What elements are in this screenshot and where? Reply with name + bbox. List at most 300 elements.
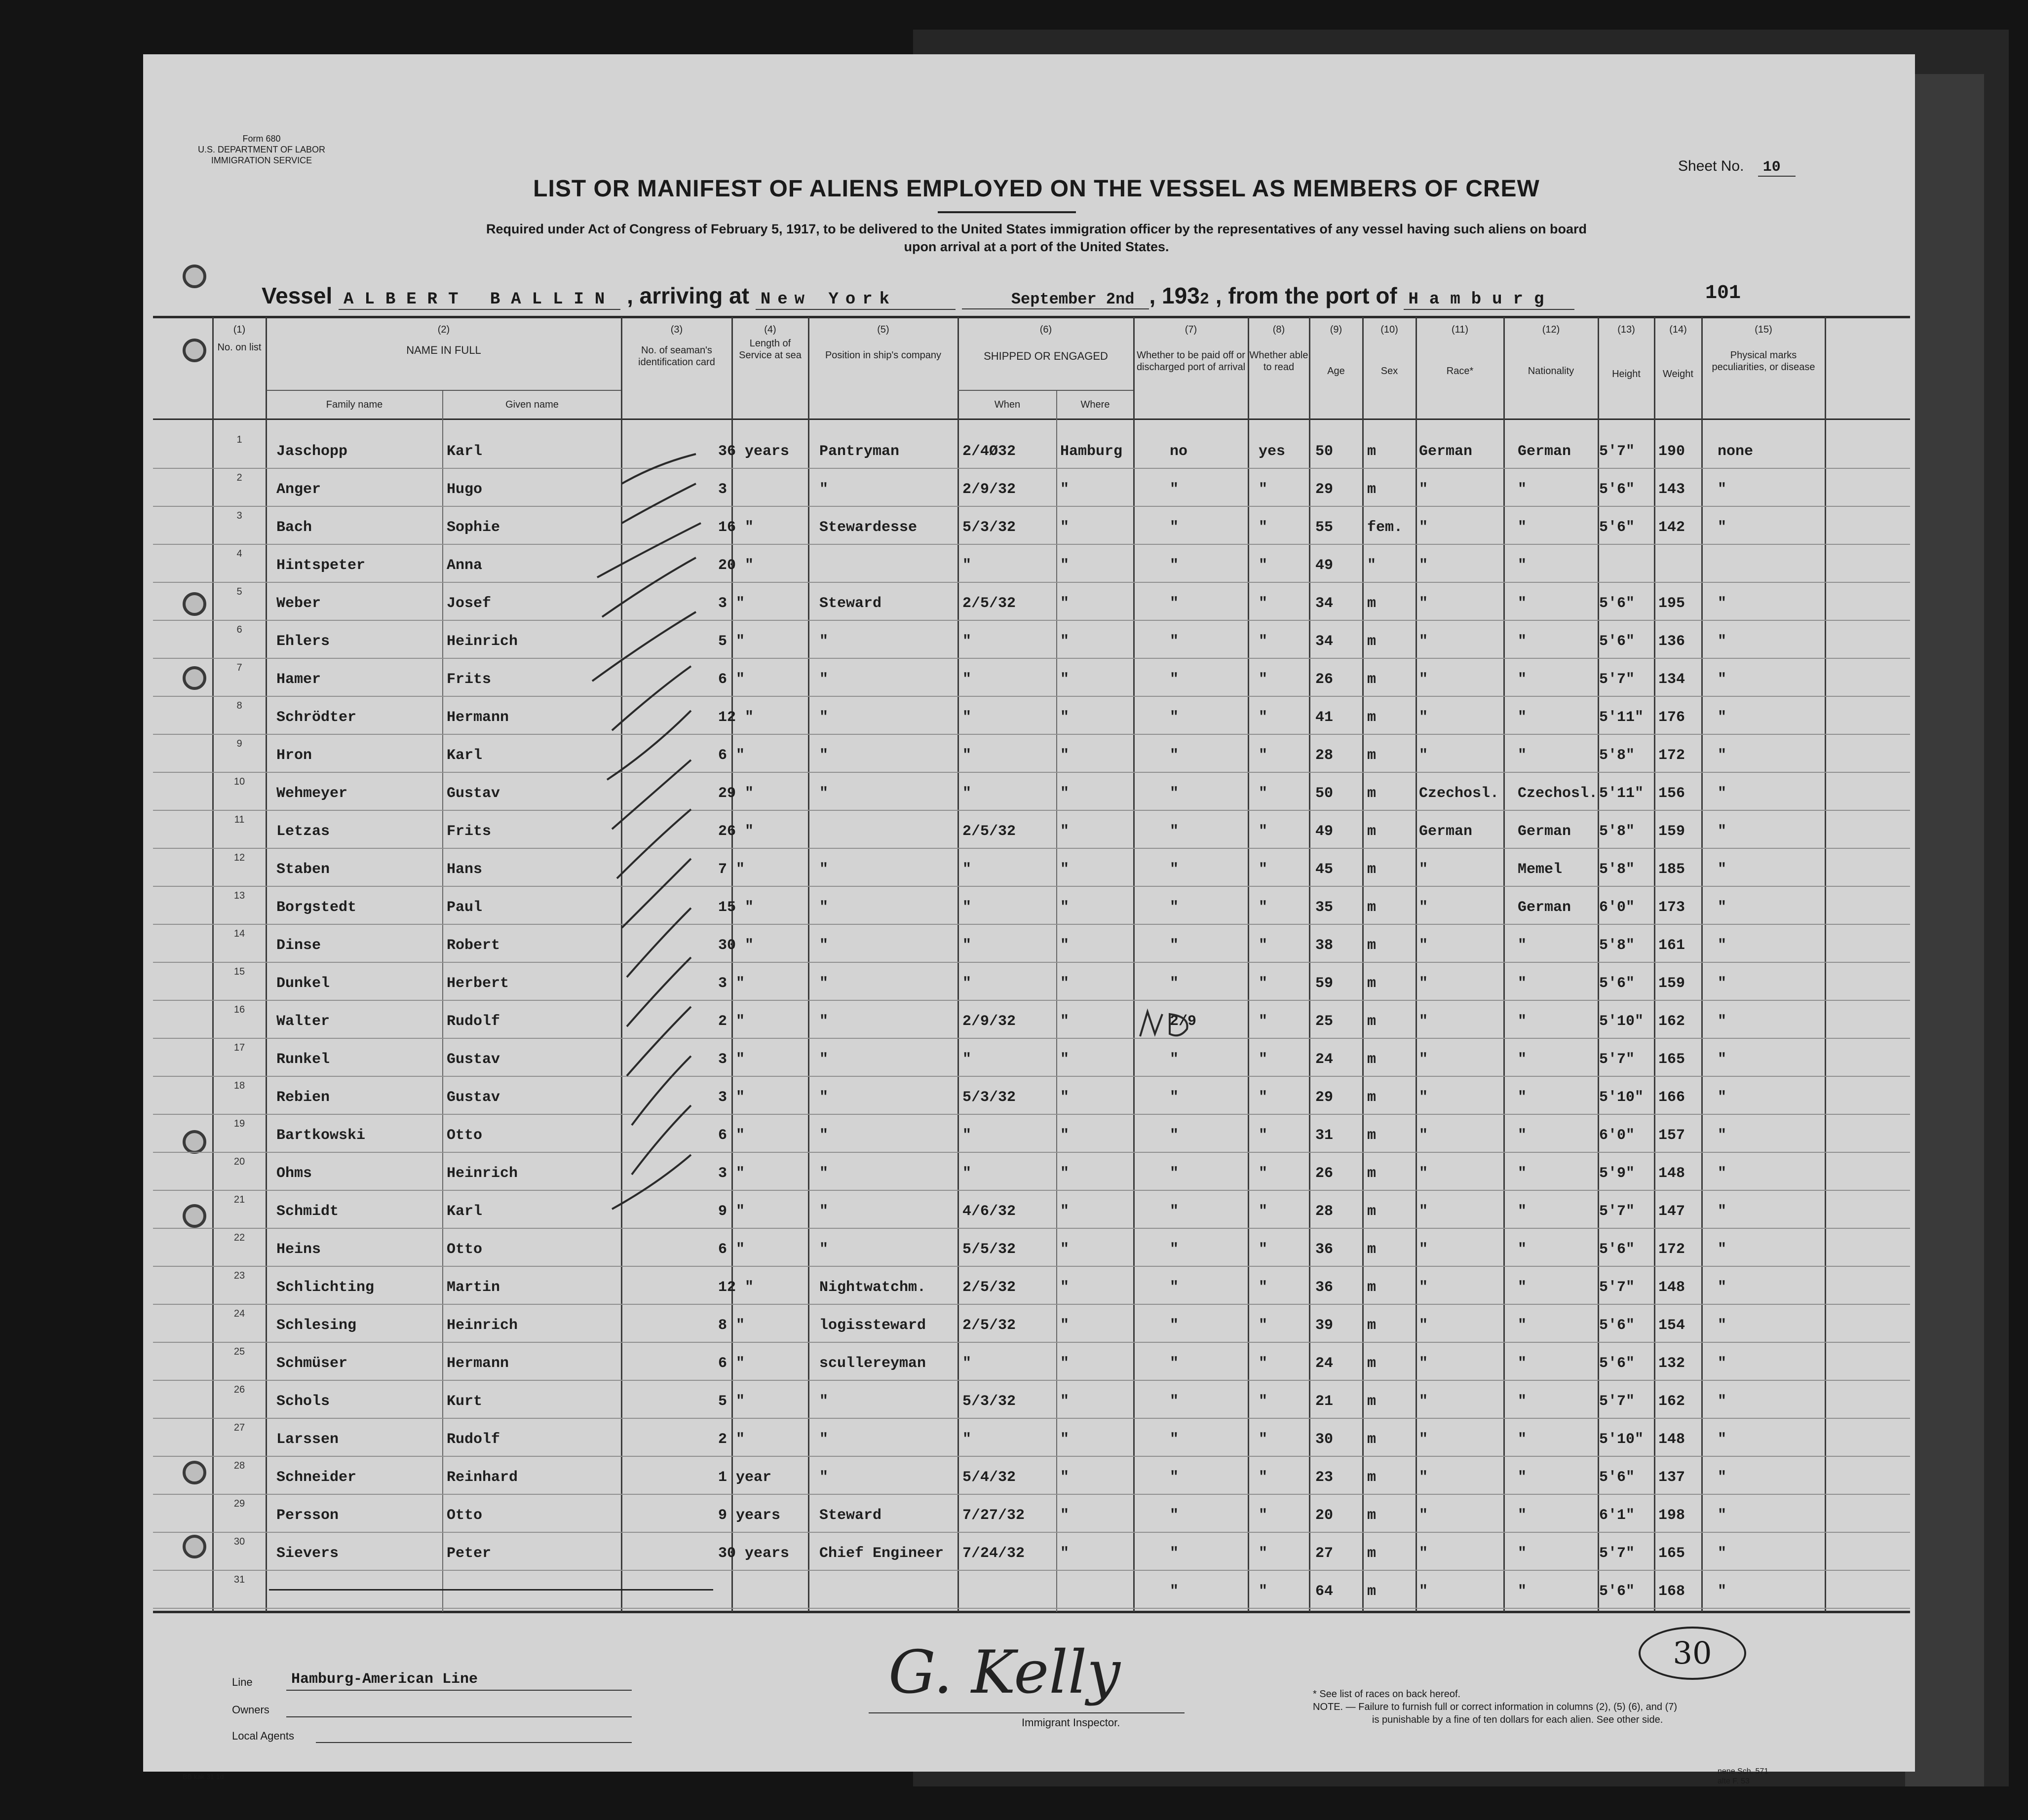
sheet-number-block [1678, 158, 1796, 176]
cell-race: " [1419, 519, 1428, 536]
cell-nationality: " [1518, 1165, 1527, 1182]
table-top-rule [153, 316, 1910, 318]
cell-weight: 161 [1658, 937, 1685, 954]
cell-marks: " [1718, 1355, 1727, 1372]
cell-age: 59 [1315, 975, 1334, 992]
cell-when: 7/27/32 [962, 1507, 1025, 1524]
cell-height: 5'6" [1599, 595, 1635, 612]
cell-nationality: " [1518, 633, 1527, 650]
cell-weight: 148 [1658, 1165, 1685, 1182]
cell-read: " [1259, 1013, 1268, 1030]
cell-nationality: " [1518, 975, 1527, 992]
subheader-rule [267, 390, 621, 391]
cell-when: 2/4Ø32 [962, 443, 1016, 460]
row-number: 3 [236, 510, 242, 521]
cell-race: Czechosl. [1419, 785, 1499, 802]
cell-sex: m [1367, 595, 1377, 612]
cell-sex: m [1367, 975, 1377, 992]
cell-when: 5/3/32 [962, 1089, 1016, 1106]
cell-given: Reinhard [447, 1469, 518, 1486]
cell-position: " [819, 937, 829, 954]
cell-nationality: German [1518, 443, 1571, 460]
cell-sex: m [1367, 747, 1377, 764]
cell-nationality: " [1518, 671, 1527, 688]
cell-age: 26 [1315, 671, 1334, 688]
cell-given: Gustav [447, 1051, 500, 1068]
line-rule [286, 1690, 632, 1691]
check-mark [622, 484, 696, 523]
cell-when: " [962, 1355, 972, 1372]
row-number: 25 [233, 1346, 245, 1357]
cell-sex: m [1367, 1431, 1377, 1448]
footer-notes [1313, 1688, 1677, 1726]
cell-race: " [1419, 1545, 1428, 1562]
cell-marks: " [1718, 1507, 1727, 1524]
cell-position: " [819, 1127, 829, 1144]
col-5-header: (5) Position in ship's company [825, 324, 942, 361]
cell-marks: " [1718, 899, 1727, 916]
row-rule [153, 1000, 1910, 1001]
cell-marks: " [1718, 633, 1727, 650]
cell-weight: 148 [1658, 1279, 1685, 1296]
check-mark [607, 711, 691, 780]
cell-age: 25 [1315, 1013, 1334, 1030]
cell-age: 35 [1315, 899, 1334, 916]
cell-height: 6'1" [1599, 1507, 1635, 1524]
cell-paid-off: " [1170, 823, 1179, 840]
cell-race: " [1419, 937, 1428, 954]
cell-where: " [1060, 861, 1070, 878]
cell-where: " [1060, 1051, 1070, 1068]
cell-sex: m [1367, 823, 1377, 840]
cell-read: " [1259, 1203, 1268, 1220]
cell-paid-off: " [1170, 1507, 1179, 1524]
column-divider [442, 390, 443, 1612]
arriving-label: , arriving at [627, 283, 750, 308]
col-9-header: (9) Age [1327, 324, 1345, 377]
cell-service: 2 " [718, 1431, 745, 1448]
cell-service: 9 years [718, 1507, 781, 1524]
cell-nationality: Czechosl. [1518, 785, 1598, 802]
row-number: 18 [233, 1080, 245, 1091]
background-sheet [1905, 74, 1984, 1786]
cell-position: " [819, 1013, 829, 1030]
cell-where: " [1060, 557, 1070, 574]
cell-race: " [1419, 1089, 1428, 1106]
col-11-header: (11) Race* [1446, 324, 1474, 377]
cell-service: 6 " [718, 1355, 745, 1372]
cell-paid-off: " [1170, 1165, 1179, 1182]
cell-weight: 172 [1658, 1241, 1685, 1258]
cell-sex: m [1367, 1355, 1377, 1372]
cell-weight: 142 [1658, 519, 1685, 536]
cell-family: Hron [276, 747, 312, 764]
cell-given: Rudolf [447, 1431, 500, 1448]
cell-race: " [1419, 1279, 1428, 1296]
row-number: 30 [233, 1536, 245, 1547]
cell-paid-off: " [1170, 1241, 1179, 1258]
ref-new: nene Sch. 571 [1718, 1767, 1769, 1776]
cell-position: " [819, 1431, 829, 1448]
cell-weight: 165 [1658, 1051, 1685, 1068]
cell-position: " [819, 785, 829, 802]
row-number: 4 [236, 548, 242, 559]
col-4-header: (4) Length of Service at sea [739, 324, 802, 361]
row-rule [153, 1228, 1910, 1229]
cell-race: " [1419, 595, 1428, 612]
cell-sex: m [1367, 1469, 1377, 1486]
binder-hole [183, 339, 206, 362]
vessel-line [262, 282, 1841, 309]
cell-marks: " [1718, 481, 1727, 498]
row-rule [153, 468, 1910, 469]
cell-where: " [1060, 1279, 1070, 1296]
cell-weight: 162 [1658, 1013, 1685, 1030]
cell-sex: m [1367, 1317, 1377, 1334]
cell-where: " [1060, 1013, 1070, 1030]
cell-weight: 143 [1658, 481, 1685, 498]
inspector-label: Immigrant Inspector. [1022, 1716, 1120, 1729]
cell-family: Sievers [276, 1545, 339, 1562]
form-subtitle [345, 220, 1727, 256]
cell-service: 12 " [718, 1279, 754, 1296]
row-number: 16 [233, 1004, 245, 1015]
cell-where: " [1060, 1355, 1070, 1372]
cell-position: Steward [819, 595, 882, 612]
cell-read: " [1259, 519, 1268, 536]
cell-nationality: German [1518, 899, 1571, 916]
row-number: 12 [233, 852, 245, 863]
cell-when: " [962, 633, 972, 650]
cell-age: 29 [1315, 1089, 1334, 1106]
cell-family: Bach [276, 519, 312, 536]
cell-read: " [1259, 1431, 1268, 1448]
cell-where: " [1060, 1469, 1070, 1486]
reference-notes [1718, 1767, 1768, 1786]
cell-given: Paul [447, 899, 483, 916]
cell-given: Frits [447, 823, 492, 840]
cell-nationality: " [1518, 747, 1527, 764]
departure-port: Hamburg [1404, 290, 1575, 310]
cell-height: 5'7" [1599, 443, 1635, 460]
row-rule [153, 1152, 1910, 1153]
cell-sex: m [1367, 1013, 1377, 1030]
cell-service: 3 [718, 481, 727, 498]
cell-service: 12 " [718, 709, 754, 726]
cell-where: " [1060, 823, 1070, 840]
cell-given: Kurt [447, 1393, 483, 1410]
cell-family: Schlesing [276, 1317, 357, 1334]
form-number: Form 680 [242, 134, 281, 144]
cell-sex: m [1367, 899, 1377, 916]
row-rule [153, 1190, 1910, 1191]
row-number: 23 [233, 1270, 245, 1281]
row-number: 27 [233, 1422, 245, 1433]
cell-read: " [1259, 975, 1268, 992]
row-number: 10 [233, 776, 245, 787]
cell-nationality: " [1518, 595, 1527, 612]
cell-paid-off: " [1170, 633, 1179, 650]
binder-hole [183, 666, 206, 690]
page-reference: 101 [1705, 282, 1741, 304]
cell-service: 6 " [718, 747, 745, 764]
cell-nationality: " [1518, 937, 1527, 954]
cell-when: " [962, 785, 972, 802]
cell-given: Karl [447, 747, 483, 764]
cell-read: " [1259, 899, 1268, 916]
subtitle-line-2: upon arrival at a port of the United States. [904, 239, 1169, 254]
cell-when: " [962, 671, 972, 688]
cell-race: " [1419, 1165, 1428, 1182]
sheet-label: Sheet No. [1678, 158, 1744, 174]
cell-given: Gustav [447, 1089, 500, 1106]
cell-race: " [1419, 1203, 1428, 1220]
department-name: U.S. DEPARTMENT OF LABOR [197, 145, 326, 154]
binder-hole [183, 265, 206, 288]
cell-where: " [1060, 785, 1070, 802]
binder-hole [183, 1204, 206, 1228]
cell-marks: none [1718, 443, 1754, 460]
cell-race: German [1419, 443, 1473, 460]
cell-service: 3 " [718, 1089, 745, 1106]
cell-age: 30 [1315, 1431, 1334, 1448]
cell-marks: " [1718, 1203, 1727, 1220]
cell-sex: m [1367, 633, 1377, 650]
cell-age: 34 [1315, 633, 1334, 650]
cell-read: " [1259, 1355, 1268, 1372]
cell-marks: " [1718, 1583, 1727, 1600]
cell-marks: " [1718, 1127, 1727, 1144]
cell-age: 39 [1315, 1317, 1334, 1334]
cell-sex: m [1367, 1393, 1377, 1410]
cell-read: " [1259, 481, 1268, 498]
table-bottom-rule [153, 1611, 1910, 1613]
cell-nationality: " [1518, 1013, 1527, 1030]
cell-where: " [1060, 1089, 1070, 1106]
cell-height: 5'10" [1599, 1431, 1644, 1448]
note-line-1: NOTE. — Failure to furnish full or correct information in columns (2), (5) (6), and (7) [1313, 1702, 1678, 1712]
cell-nationality: " [1518, 1127, 1527, 1144]
col-2-family-header: Family name [326, 399, 383, 410]
cell-race: " [1419, 671, 1428, 688]
cell-paid-off: " [1170, 1583, 1179, 1600]
cell-position: Pantryman [819, 443, 900, 460]
cell-marks: " [1718, 671, 1727, 688]
cell-where: Hamburg [1060, 443, 1123, 460]
cell-weight: 159 [1658, 823, 1685, 840]
cell-paid-off: no [1170, 443, 1188, 460]
cell-family: Jaschopp [276, 443, 348, 460]
cell-nationality: " [1518, 1089, 1527, 1106]
cell-height: 5'6" [1599, 1355, 1635, 1372]
cell-read: " [1259, 1279, 1268, 1296]
cell-age: 55 [1315, 519, 1334, 536]
cell-family: Schols [276, 1393, 330, 1410]
cell-age: 50 [1315, 443, 1334, 460]
circled-count-value: 30 [1673, 1635, 1712, 1671]
cell-service: 26 " [718, 823, 754, 840]
cell-paid-off: " [1170, 1089, 1179, 1106]
cell-service: 3 " [718, 1051, 745, 1068]
row-number: 28 [233, 1460, 245, 1471]
cell-service: 6 " [718, 1241, 745, 1258]
cell-read: " [1259, 937, 1268, 954]
cell-marks: " [1718, 595, 1727, 612]
cell-read: " [1259, 1507, 1268, 1524]
cell-family: Schneider [276, 1469, 357, 1486]
cell-family: Staben [276, 861, 330, 878]
cell-family: Rebien [276, 1089, 330, 1106]
row-rule [153, 1494, 1910, 1495]
row-rule [153, 848, 1910, 849]
cell-age: 49 [1315, 557, 1334, 574]
cell-height: 5'7" [1599, 1203, 1635, 1220]
cell-service: 6 " [718, 671, 745, 688]
cell-height: 5'7" [1599, 1279, 1635, 1296]
cell-race: " [1419, 747, 1428, 764]
cell-paid-off: " [1170, 975, 1179, 992]
cell-family: Hintspeter [276, 557, 366, 574]
cell-age: 50 [1315, 785, 1334, 802]
cell-sex: m [1367, 1165, 1377, 1182]
cell-service: 3 " [718, 1165, 745, 1182]
cell-nationality: " [1518, 1203, 1527, 1220]
cell-marks: " [1718, 1469, 1727, 1486]
cell-position: " [819, 1469, 829, 1486]
cell-nationality: " [1518, 1355, 1527, 1372]
cell-where: " [1060, 937, 1070, 954]
note-line-2: is punishable by a fine of ten dollars for each alien. See other side. [1372, 1714, 1663, 1725]
cell-marks: " [1718, 1279, 1727, 1296]
row-rule [153, 506, 1910, 507]
row-rule [153, 1304, 1910, 1305]
row-rule [153, 924, 1910, 925]
cell-weight: 159 [1658, 975, 1685, 992]
row-number: 9 [236, 738, 242, 749]
row-rule [153, 1570, 1910, 1571]
cell-paid-off: 2/9 [1170, 1013, 1197, 1030]
cell-height: 6'0" [1599, 1127, 1635, 1144]
cell-paid-off: " [1170, 1317, 1179, 1334]
cell-given: Karl [447, 443, 483, 460]
row-number: 6 [236, 624, 242, 635]
cell-weight: 185 [1658, 861, 1685, 878]
end-of-list-rule [269, 1589, 713, 1591]
cell-height: 5'11" [1599, 785, 1644, 802]
cell-height: 6'0" [1599, 899, 1635, 916]
service-name: IMMIGRATION SERVICE [211, 155, 312, 165]
row-number: 8 [236, 700, 242, 711]
cell-paid-off: " [1170, 899, 1179, 916]
cell-nationality: " [1518, 519, 1527, 536]
cell-where: " [1060, 633, 1070, 650]
cell-age: 28 [1315, 1203, 1334, 1220]
cell-where: " [1060, 1317, 1070, 1334]
cell-service: 3 " [718, 595, 745, 612]
cell-position: " [819, 899, 829, 916]
cell-sex: m [1367, 785, 1377, 802]
row-rule [153, 1418, 1910, 1419]
cell-sex: m [1367, 1507, 1377, 1524]
cell-when: 7/24/32 [962, 1545, 1025, 1562]
cell-where: " [1060, 709, 1070, 726]
cell-family: Schrödter [276, 709, 357, 726]
cell-service: 5 " [718, 633, 745, 650]
cell-race: " [1419, 861, 1428, 878]
cell-marks: " [1718, 1165, 1727, 1182]
cell-service: 2 " [718, 1013, 745, 1030]
cell-where: " [1060, 671, 1070, 688]
cell-race: " [1419, 1469, 1428, 1486]
row-rule [153, 1114, 1910, 1115]
ref-old: alte F. 53 [1718, 1777, 1750, 1785]
row-rule [153, 1342, 1910, 1343]
cell-marks: " [1718, 1431, 1727, 1448]
owners-label: Owners [232, 1704, 269, 1716]
cell-position: logissteward [819, 1317, 926, 1334]
cell-given: Karl [447, 1203, 483, 1220]
cell-family: Heins [276, 1241, 321, 1258]
cell-marks: " [1718, 1013, 1727, 1030]
cell-where: " [1060, 595, 1070, 612]
cell-where: " [1060, 747, 1070, 764]
cell-age: 49 [1315, 823, 1334, 840]
col-1-header: (1) No. on list [217, 324, 262, 353]
cell-service: 30 " [718, 937, 754, 954]
vessel-label: Vessel [262, 283, 333, 308]
cell-age: 45 [1315, 861, 1334, 878]
row-number: 24 [233, 1308, 245, 1319]
cell-family: Hamer [276, 671, 321, 688]
cell-when: " [962, 557, 972, 574]
cell-race: " [1419, 1317, 1428, 1334]
cell-read: " [1259, 633, 1268, 650]
cell-weight: 137 [1658, 1469, 1685, 1486]
cell-read: " [1259, 1165, 1268, 1182]
cell-where: " [1060, 1165, 1070, 1182]
cell-where: " [1060, 1507, 1070, 1524]
check-mark [612, 666, 691, 730]
cell-when: " [962, 1165, 972, 1182]
row-rule [153, 1266, 1910, 1267]
row-rule [153, 1038, 1910, 1039]
cell-service: 29 " [718, 785, 754, 802]
cell-marks: " [1718, 1317, 1727, 1334]
cell-marks: " [1718, 519, 1727, 536]
cell-marks: " [1718, 1051, 1727, 1068]
line-value: Hamburg-American Line [291, 1671, 478, 1688]
cell-when: " [962, 1051, 972, 1068]
cell-family: Borgstedt [276, 899, 357, 916]
row-number: 19 [233, 1118, 245, 1129]
row-number: 26 [233, 1384, 245, 1395]
cell-sex: m [1367, 1583, 1377, 1600]
cell-race: " [1419, 1051, 1428, 1068]
row-rule [153, 696, 1910, 697]
cell-family: Ohms [276, 1165, 312, 1182]
cell-paid-off: " [1170, 785, 1179, 802]
cell-weight: 148 [1658, 1431, 1685, 1448]
cell-race: " [1419, 633, 1428, 650]
vessel-name: ALBERT BALLIN [339, 290, 620, 310]
cell-when: " [962, 861, 972, 878]
cell-weight: 132 [1658, 1355, 1685, 1372]
cell-given: Hugo [447, 481, 483, 498]
signature-rule [869, 1712, 1185, 1713]
cell-marks: " [1718, 823, 1727, 840]
cell-weight: 195 [1658, 595, 1685, 612]
cell-weight: 154 [1658, 1317, 1685, 1334]
